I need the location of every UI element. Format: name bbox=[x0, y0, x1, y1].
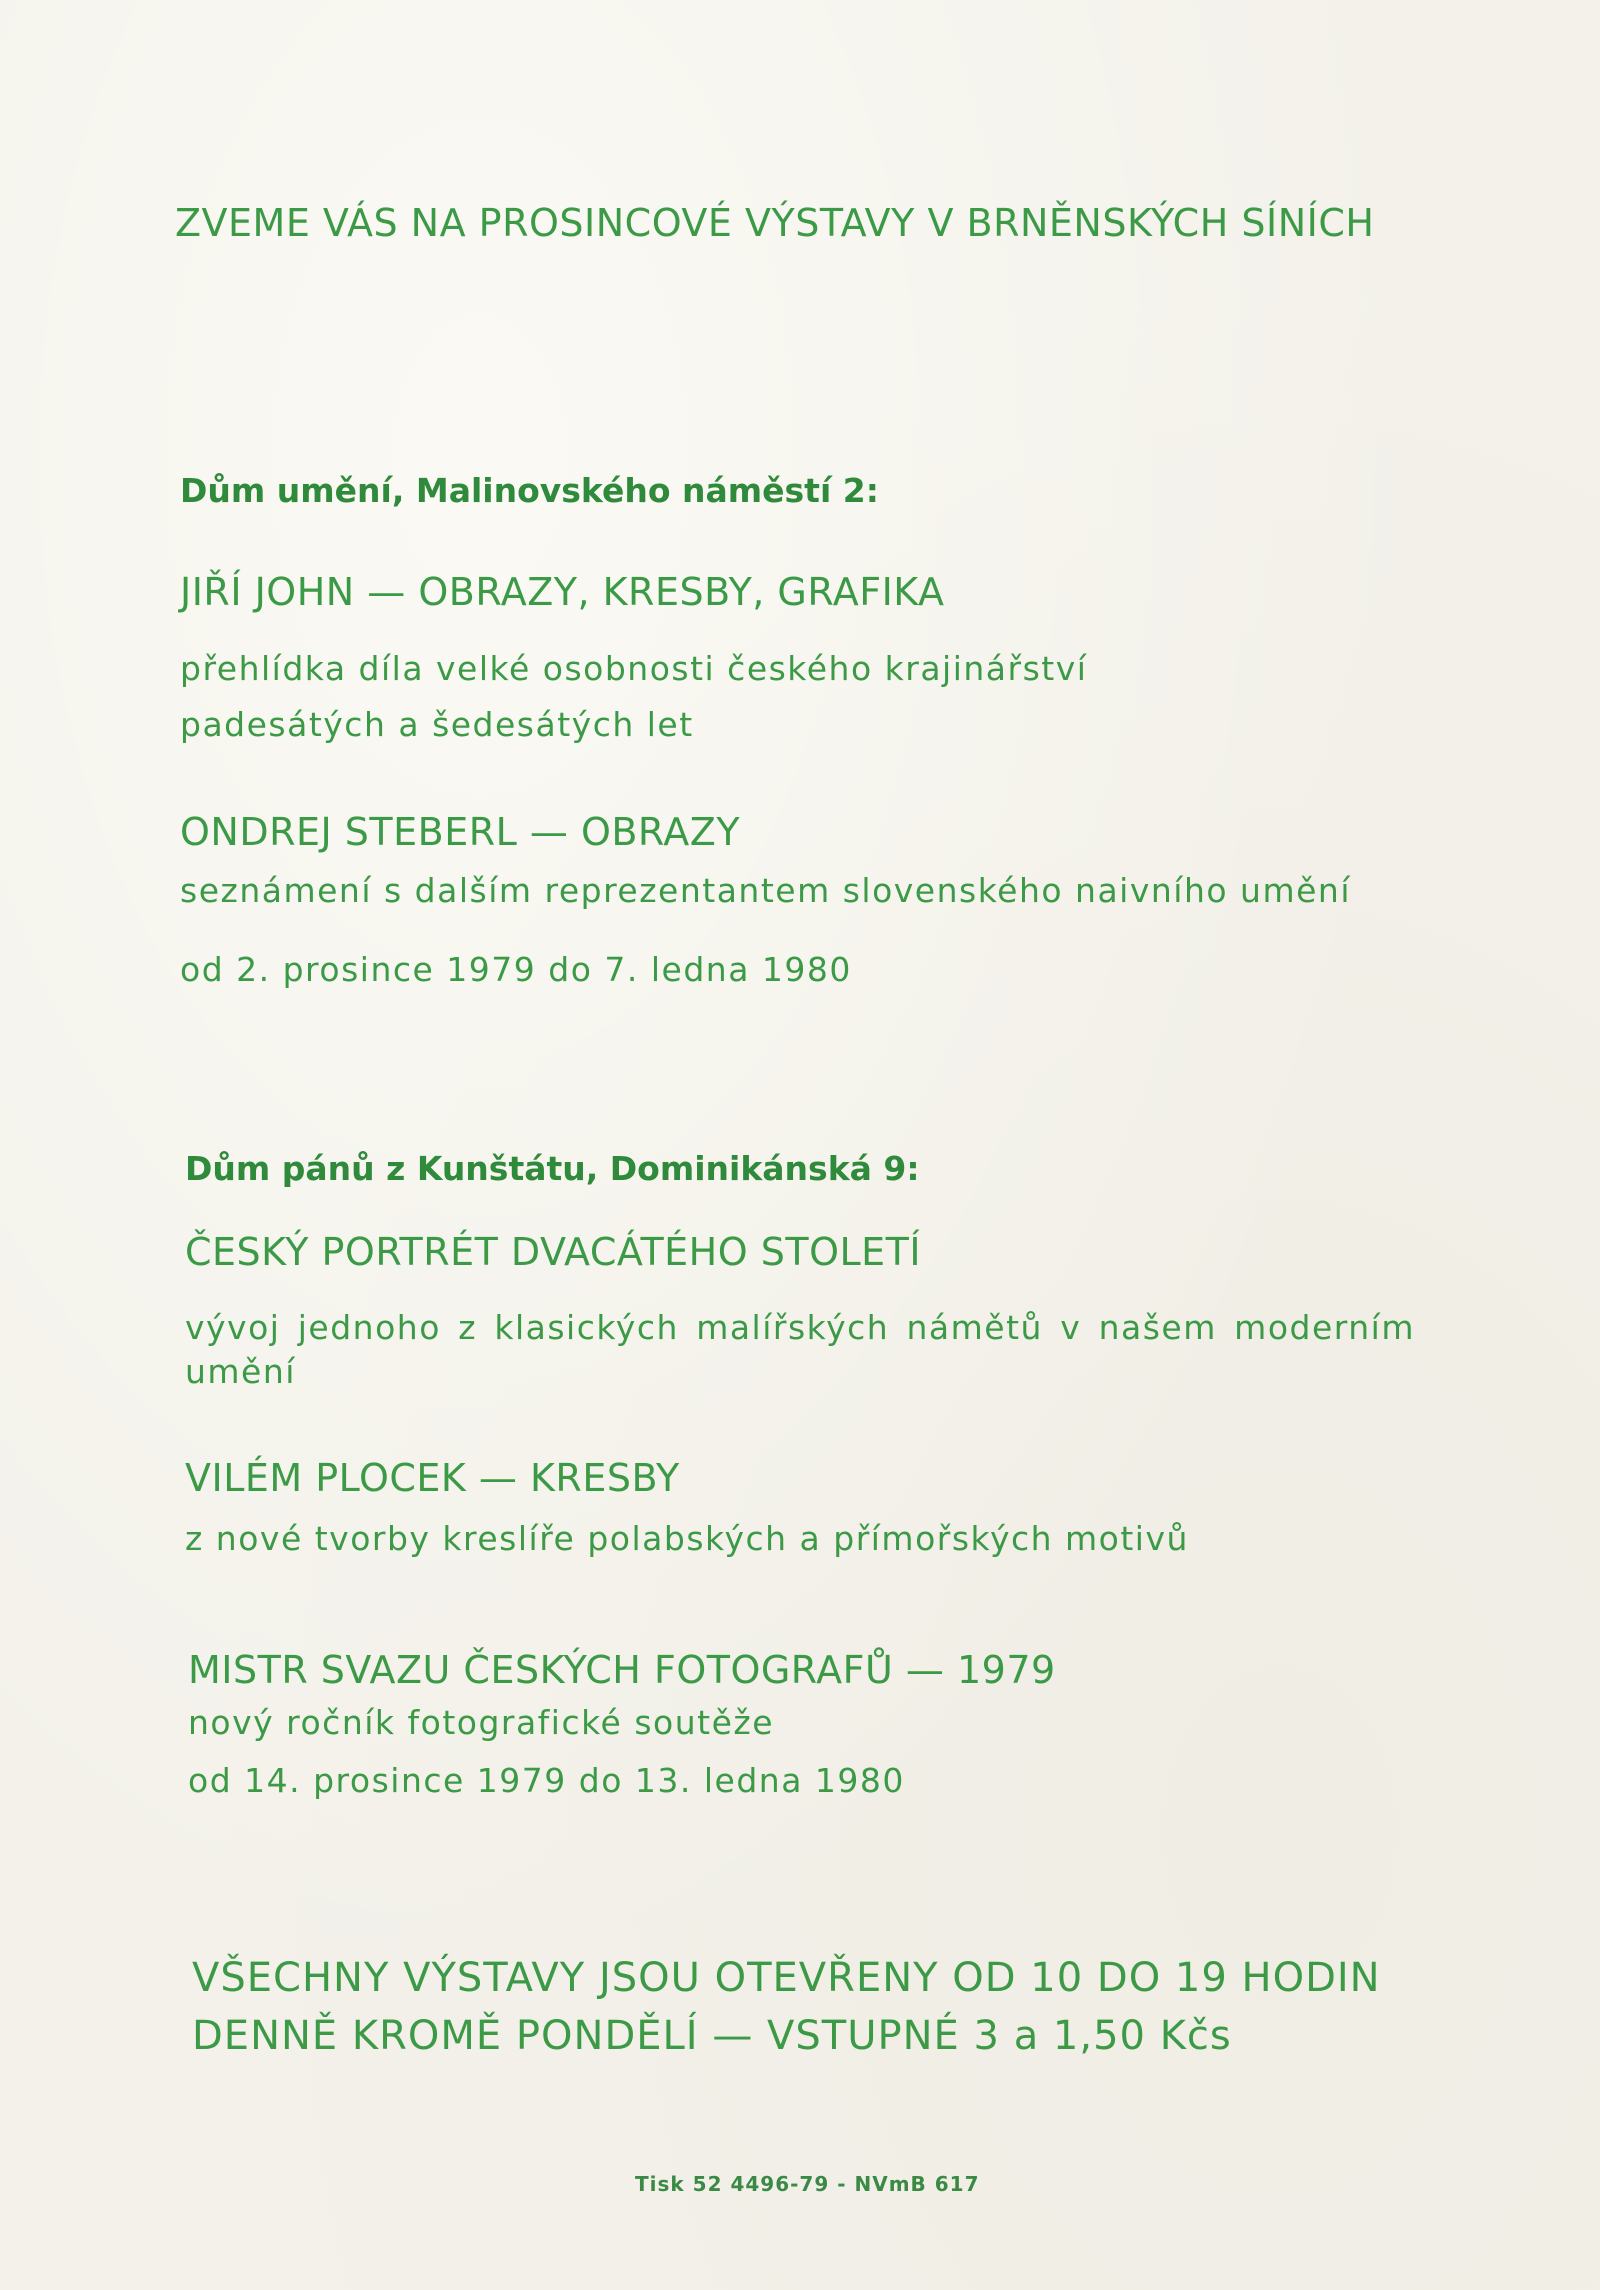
exhibition-description: z nové tvorby kreslíře polabských a přímořských motivů bbox=[185, 1519, 1189, 1558]
admission-info: DENNĚ KROMĚ PONDĚLÍ — VSTUPNÉ 3 a 1,50 Kčs bbox=[192, 2013, 1232, 2059]
venue-name-dum-panu-z-kunstatu: Dům pánů z Kunštátu, Dominikánská 9: bbox=[185, 1149, 920, 1188]
exhibition-description: nový ročník fotografické soutěže bbox=[188, 1703, 775, 1742]
exhibition-description: vývoj jednoho z klasických malířských námětů v našem moderním umění bbox=[185, 1308, 1415, 1391]
opening-hours: VŠECHNY VÝSTAVY JSOU OTEVŘENY OD 10 DO 19 HODIN bbox=[192, 1955, 1381, 2001]
exhibition-description: přehlídka díla velké osobnosti českého krajinářství bbox=[180, 649, 1088, 688]
exhibition-dates-venue1: od 2. prosince 1979 do 7. ledna 1980 bbox=[180, 950, 852, 989]
exhibition-description: seznámení s dalším reprezentantem slovenského naivního umění bbox=[180, 871, 1352, 910]
print-info: Tisk 52 4496-79 - NVmB 617 bbox=[635, 2172, 980, 2196]
venue-name-dum-umeni: Dům umění, Malinovského náměstí 2: bbox=[180, 471, 879, 510]
exhibition-title-cesky-portret: ČESKÝ PORTRÉT DVACÁTÉHO STOLETÍ bbox=[185, 1230, 922, 1274]
exhibition-title-jiri-john: JIŘÍ JOHN — OBRAZY, KRESBY, GRAFIKA bbox=[180, 570, 945, 614]
exhibition-title-vilem-plocek: VILÉM PLOCEK — KRESBY bbox=[185, 1456, 680, 1500]
exhibition-title-mistr-svazu: MISTR SVAZU ČESKÝCH FOTOGRAFŮ — 1979 bbox=[188, 1648, 1056, 1692]
exhibition-dates-venue2: od 14. prosince 1979 do 13. ledna 1980 bbox=[188, 1761, 905, 1800]
exhibition-title-ondrej-steberl: ONDREJ STEBERL — OBRAZY bbox=[180, 810, 741, 854]
exhibition-description: padesátých a šedesátých let bbox=[180, 705, 694, 744]
invitation-heading: ZVEME VÁS NA PROSINCOVÉ VÝSTAVY V BRNĚNSKÝCH SÍNÍCH bbox=[175, 201, 1375, 245]
